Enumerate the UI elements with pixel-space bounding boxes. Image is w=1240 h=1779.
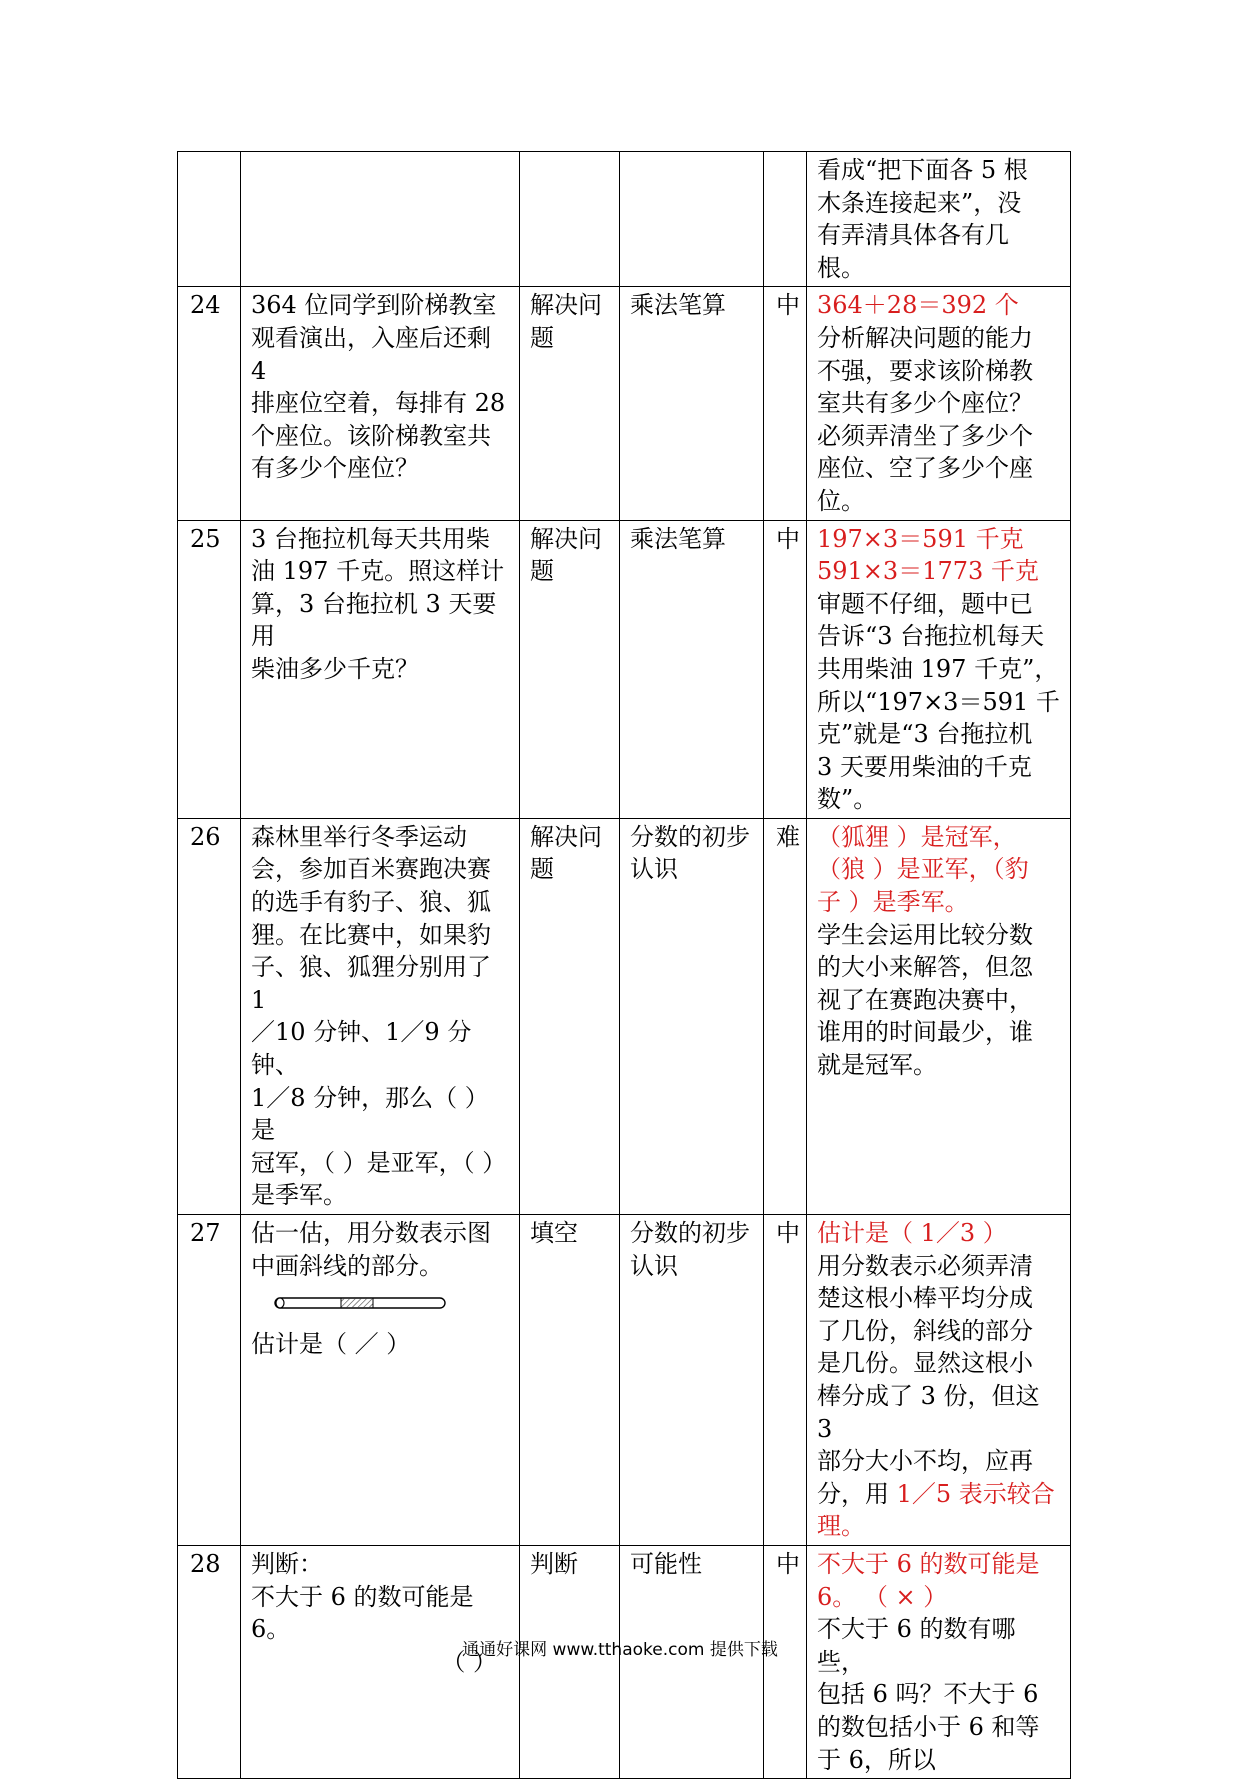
- text-line: 共用柴油 197 千克”，: [817, 654, 1059, 683]
- text-line: 所以“197×3＝591 千: [817, 687, 1060, 716]
- text-line: 1／8 分钟，那么（ ）是: [251, 1083, 489, 1145]
- text-line: 位。: [817, 486, 865, 515]
- question-text-cell: [241, 818, 520, 1214]
- text-line: 必须弄清坐了多少个: [817, 421, 1033, 450]
- answer-analysis-cell: [807, 818, 1071, 1214]
- text-line: 部分大小不均，应再: [817, 1447, 1033, 1476]
- knowledge-point-cell: 乘法笔算: [620, 520, 764, 818]
- text-line: ／10 分钟、1／9 分钟、: [251, 1018, 472, 1080]
- text-line: 364＋28＝392 个: [817, 291, 1019, 320]
- text-line: 是季军。: [251, 1181, 347, 1210]
- text-line: 算，3 台拖拉机 3 天要用: [251, 589, 497, 651]
- text-line: 不大于 6 的数有哪些，: [817, 1615, 1016, 1676]
- text-line: 看成“把下面各 5 根: [817, 156, 1028, 184]
- answer-blank: （ ）: [441, 1647, 497, 1676]
- text-line: 根。: [817, 253, 865, 282]
- answer-analysis-cell: [807, 287, 1071, 520]
- table-row: [178, 818, 1071, 1214]
- text-line: 分析解决问题的能力: [817, 323, 1033, 352]
- difficulty-cell: 难: [764, 818, 807, 1214]
- text-line: 会，参加百米赛跑决赛: [251, 855, 491, 884]
- answer-analysis-cell: [807, 520, 1071, 818]
- table-row: [178, 1545, 1071, 1778]
- text-line: 视了在赛跑决赛中，: [817, 985, 1033, 1014]
- question-type-cell: 解决问题: [520, 818, 620, 1214]
- question-text-cell: [241, 1545, 520, 1778]
- text-line: 个座位。该阶梯教室共: [251, 421, 491, 450]
- table-row: [178, 287, 1071, 520]
- text-line: 克”就是“3 台拖拉机: [817, 720, 1033, 749]
- question-number-cell: 25: [178, 520, 241, 818]
- text-line: 数”。: [817, 785, 878, 814]
- text-line: 座位、空了多少个座: [817, 454, 1033, 483]
- text-line: 棒分成了 3 份，但这 3: [817, 1381, 1040, 1443]
- text-line: 观看演出，入座后还剩 4: [251, 323, 491, 385]
- question-text-cell: [241, 1215, 520, 1546]
- text-line: 油 197 千克。照这样计: [251, 557, 505, 586]
- text-line: 3 台拖拉机每天共用柴: [251, 524, 490, 553]
- difficulty-cell: 中: [764, 1545, 807, 1778]
- knowledge-point-cell: [620, 152, 764, 287]
- error-analysis-table: [177, 151, 1071, 1779]
- text-line: 的选手有豹子、狼、狐: [251, 888, 491, 917]
- knowledge-point-cell: 分数的初步认识: [620, 1215, 764, 1546]
- text-line: （狼 ）是亚军，（豹: [817, 855, 1029, 884]
- text-line: 有多少个座位？: [251, 454, 419, 483]
- text-line: 用分数表示必须弄清: [817, 1251, 1033, 1280]
- question-number-cell: 28: [178, 1545, 241, 1778]
- text-line: 判断：: [251, 1549, 323, 1578]
- text-line: 包括 6 吗？不大于 6: [817, 1680, 1039, 1709]
- answer-analysis-cell: [807, 1545, 1071, 1778]
- text-span: 理。: [817, 1512, 865, 1541]
- text-line: 364 位同学到阶梯教室: [251, 291, 497, 320]
- text-line: 的数包括小于 6 和等: [817, 1712, 1040, 1741]
- difficulty-cell: 中: [764, 287, 807, 520]
- table-row: [178, 1215, 1071, 1546]
- question-type-cell: 填空: [520, 1215, 620, 1546]
- question-type-cell: [520, 152, 620, 287]
- text-line: 排座位空着，每排有 28: [251, 389, 506, 418]
- table-row: [178, 520, 1071, 818]
- answer-analysis-cell: [807, 152, 1071, 287]
- question-text-cell: [241, 287, 520, 520]
- question-text-cell: [241, 520, 520, 818]
- text-line: 就是冠军。: [817, 1051, 937, 1080]
- question-text-cell: [241, 152, 520, 287]
- question-type-cell: 判断: [520, 1545, 620, 1778]
- text-line: （狐狸 ）是冠军，: [817, 822, 1017, 851]
- stick-figure: [271, 1292, 451, 1314]
- text-line: 子 ）是季军。: [817, 888, 969, 917]
- knowledge-point-cell: 乘法笔算: [620, 287, 764, 520]
- text-line: 冠军，（ ）是亚军，（ ）: [251, 1148, 507, 1177]
- text-line: [817, 1478, 1062, 1543]
- text-line: 3 天要用柴油的千克: [817, 752, 1032, 781]
- text-line: 楚这根小棒平均分成: [817, 1284, 1033, 1313]
- text-line: 不强，要求该阶梯教: [817, 356, 1033, 385]
- text-line: 估计是（ 1／3 ）: [817, 1219, 1007, 1247]
- text-line: 学生会运用比较分数: [817, 920, 1033, 949]
- text-line: 室共有多少个座位？: [817, 389, 1033, 418]
- text-line: 狸。在比赛中，如果豹: [251, 920, 491, 949]
- question-type-cell: 解决问题: [520, 287, 620, 520]
- knowledge-point-cell: 可能性: [620, 1545, 764, 1778]
- answer-blank: 估计是（ ／ ）: [251, 1330, 411, 1359]
- text-line: 了几份，斜线的部分: [817, 1316, 1033, 1345]
- knowledge-point-cell: 分数的初步认识: [620, 818, 764, 1214]
- table-row: [178, 152, 1071, 287]
- text-line: 是几份。显然这根小: [817, 1349, 1033, 1378]
- text-line: 森林里举行冬季运动: [251, 822, 467, 851]
- text-span: 1／5 表示较合: [896, 1479, 1055, 1508]
- text-line: 估一估，用分数表示图: [251, 1219, 491, 1247]
- question-number-cell: [178, 152, 241, 287]
- question-number-cell: 27: [178, 1215, 241, 1546]
- text-line: 告诉“3 台拖拉机每天: [817, 622, 1045, 651]
- text-line: 197×3＝591 千克: [817, 524, 1024, 553]
- text-span: 分，用: [817, 1479, 897, 1508]
- text-line: 谁用的时间最少，谁: [817, 1018, 1033, 1047]
- difficulty-cell: 中: [764, 1215, 807, 1546]
- text-line: 于 6，所以: [817, 1745, 936, 1774]
- text-line: 不大于 6 的数可能是: [817, 1549, 1040, 1578]
- page-footer: 通通好课网 www.tthaoke.com 提供下载: [462, 1640, 778, 1660]
- question-number-cell: 24: [178, 287, 241, 520]
- difficulty-cell: [764, 152, 807, 287]
- text-line: 591×3＝1773 千克: [817, 557, 1039, 586]
- text-line: 柴油多少千克？: [251, 654, 419, 683]
- text-line: 中画斜线的部分。: [251, 1251, 443, 1280]
- text-line: 木条连接起来”，没: [817, 188, 1022, 217]
- answer-analysis-cell: [807, 1215, 1071, 1546]
- question-number-cell: 26: [178, 818, 241, 1214]
- text-line: 审题不仔细，题中已: [817, 589, 1033, 618]
- text-line: 的大小来解答，但忽: [817, 953, 1033, 982]
- text-line: 6。 （ × ）: [817, 1582, 948, 1611]
- question-type-cell: 解决问题: [520, 520, 620, 818]
- text-line: 子、狼、狐狸分别用了 1: [251, 953, 491, 1014]
- text-line: 不大于 6 的数可能是 6。: [251, 1582, 474, 1644]
- text-line: 有弄清具体各有几: [817, 221, 1009, 250]
- difficulty-cell: 中: [764, 520, 807, 818]
